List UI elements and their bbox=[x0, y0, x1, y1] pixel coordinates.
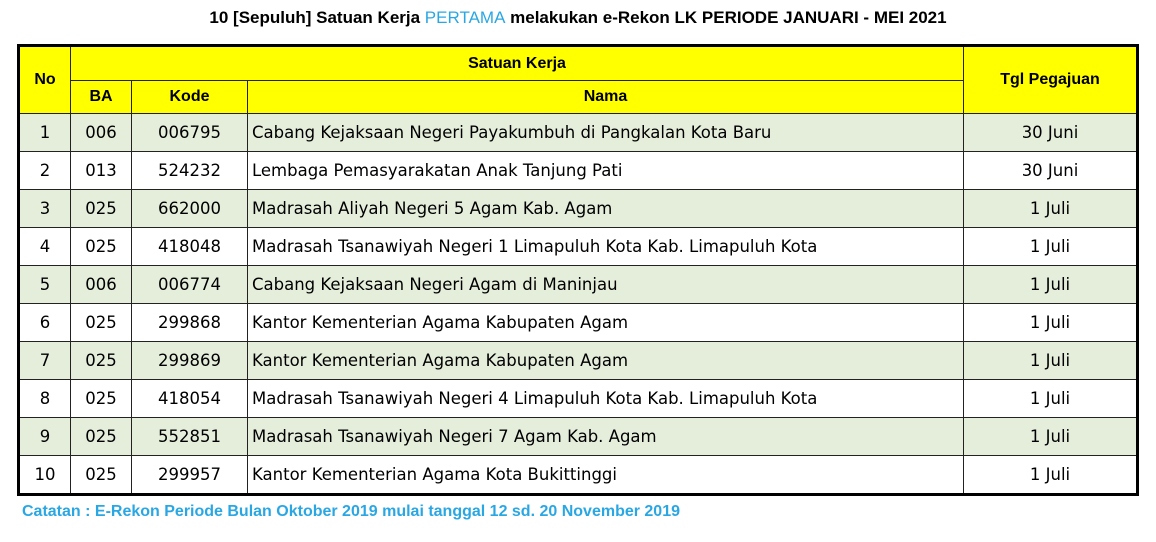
cell-kode: 299957 bbox=[132, 456, 248, 495]
cell-tgl: 1 Juli bbox=[964, 266, 1138, 304]
cell-no: 5 bbox=[19, 266, 71, 304]
cell-nama: Kantor Kementerian Agama Kota Bukittinggi bbox=[248, 456, 964, 495]
cell-ba: 025 bbox=[71, 418, 132, 456]
cell-tgl: 1 Juli bbox=[964, 418, 1138, 456]
cell-kode: 418048 bbox=[132, 228, 248, 266]
cell-kode: 299869 bbox=[132, 342, 248, 380]
cell-tgl: 30 Juni bbox=[964, 114, 1138, 152]
title-highlight: PERTAMA bbox=[424, 8, 506, 27]
table-row bbox=[19, 380, 1138, 418]
cell-no: 7 bbox=[19, 342, 71, 380]
cell-ba: 006 bbox=[71, 266, 132, 304]
cell-kode: 662000 bbox=[132, 190, 248, 228]
cell-nama: Cabang Kejaksaan Negeri Payakumbuh di Pangkalan Kota Baru bbox=[248, 114, 964, 152]
cell-nama: Madrasah Tsanawiyah Negeri 1 Limapuluh Kota Kab. Limapuluh Kota bbox=[248, 228, 964, 266]
title-prefix: 10 [Sepuluh] Satuan Kerja bbox=[209, 8, 425, 27]
cell-tgl: 1 Juli bbox=[964, 304, 1138, 342]
page-title bbox=[0, 6, 1156, 30]
cell-ba: 025 bbox=[71, 456, 132, 495]
cell-nama: Kantor Kementerian Agama Kabupaten Agam bbox=[248, 342, 964, 380]
cell-tgl: 1 Juli bbox=[964, 456, 1138, 495]
cell-ba: 025 bbox=[71, 380, 132, 418]
cell-tgl: 1 Juli bbox=[964, 380, 1138, 418]
cell-no: 3 bbox=[19, 190, 71, 228]
cell-kode: 006774 bbox=[132, 266, 248, 304]
table-row bbox=[19, 266, 1138, 304]
cell-kode: 418054 bbox=[132, 380, 248, 418]
cell-no: 6 bbox=[19, 304, 71, 342]
header-kode: Kode bbox=[132, 81, 248, 114]
cell-tgl: 30 Juni bbox=[964, 152, 1138, 190]
header-tgl-pegajuan: Tgl Pegajuan bbox=[964, 46, 1138, 114]
table-body bbox=[19, 114, 1138, 495]
header-satuan-kerja: Satuan Kerja bbox=[71, 46, 964, 81]
header-ba: BA bbox=[71, 81, 132, 114]
cell-nama: Kantor Kementerian Agama Kabupaten Agam bbox=[248, 304, 964, 342]
title-suffix: melakukan e-Rekon LK PERIODE JANUARI - MEI 2021 bbox=[505, 8, 947, 27]
cell-nama: Lembaga Pemasyarakatan Anak Tanjung Pati bbox=[248, 152, 964, 190]
footnote: Catatan : E-Rekon Periode Bulan Oktober 2019 mulai tanggal 12 sd. 20 November 2019 bbox=[22, 503, 680, 520]
cell-no: 1 bbox=[19, 114, 71, 152]
cell-ba: 025 bbox=[71, 228, 132, 266]
table-header bbox=[19, 46, 1138, 114]
cell-kode: 299868 bbox=[132, 304, 248, 342]
cell-tgl: 1 Juli bbox=[964, 190, 1138, 228]
cell-no: 10 bbox=[19, 456, 71, 495]
cell-nama: Madrasah Aliyah Negeri 5 Agam Kab. Agam bbox=[248, 190, 964, 228]
cell-no: 9 bbox=[19, 418, 71, 456]
cell-no: 8 bbox=[19, 380, 71, 418]
satker-table bbox=[17, 44, 1139, 496]
cell-tgl: 1 Juli bbox=[964, 228, 1138, 266]
cell-ba: 025 bbox=[71, 190, 132, 228]
cell-ba: 013 bbox=[71, 152, 132, 190]
cell-ba: 025 bbox=[71, 342, 132, 380]
table-row bbox=[19, 456, 1138, 495]
header-no: No bbox=[19, 46, 71, 114]
cell-kode: 006795 bbox=[132, 114, 248, 152]
table-row bbox=[19, 342, 1138, 380]
cell-no: 2 bbox=[19, 152, 71, 190]
cell-nama: Cabang Kejaksaan Negeri Agam di Maninjau bbox=[248, 266, 964, 304]
cell-kode: 524232 bbox=[132, 152, 248, 190]
cell-no: 4 bbox=[19, 228, 71, 266]
cell-nama: Madrasah Tsanawiyah Negeri 4 Limapuluh Kota Kab. Limapuluh Kota bbox=[248, 380, 964, 418]
cell-ba: 025 bbox=[71, 304, 132, 342]
table-row bbox=[19, 418, 1138, 456]
cell-ba: 006 bbox=[71, 114, 132, 152]
cell-tgl: 1 Juli bbox=[964, 342, 1138, 380]
table-row bbox=[19, 114, 1138, 152]
header-nama: Nama bbox=[248, 81, 964, 114]
table-row bbox=[19, 228, 1138, 266]
cell-kode: 552851 bbox=[132, 418, 248, 456]
table-row bbox=[19, 152, 1138, 190]
table-row bbox=[19, 190, 1138, 228]
table-row bbox=[19, 304, 1138, 342]
cell-nama: Madrasah Tsanawiyah Negeri 7 Agam Kab. Agam bbox=[248, 418, 964, 456]
